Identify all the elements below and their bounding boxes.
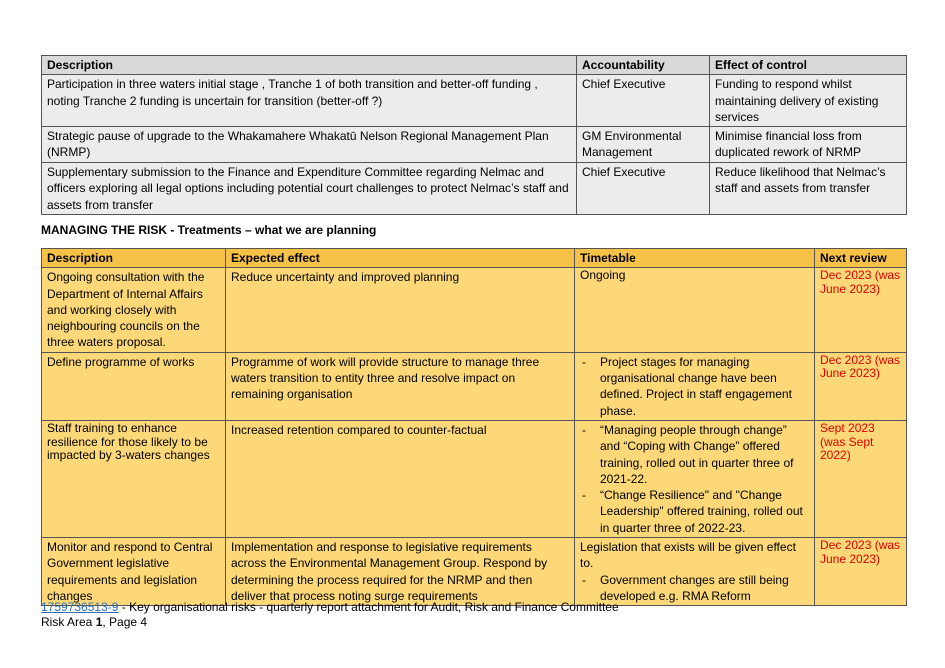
section-heading: MANAGING THE RISK - Treatments – what we are planning bbox=[41, 223, 377, 237]
timetable-list bbox=[580, 354, 809, 419]
table-header-row bbox=[42, 249, 907, 268]
cell-description: Supplementary submission to the Finance and Expenditure Committee regarding Nelmac and officers exploring all legal options including potential court challenges to protect Nelmac’s staff and assets from transfer bbox=[42, 163, 577, 215]
risk-area-label: Risk Area bbox=[41, 615, 96, 629]
cell-accountability: Chief Executive bbox=[577, 163, 710, 215]
cell-expected-effect: Implementation and response to legislative requirements across the Environmental Management Group. Respond by determining the process required for the NRMP and then deliver that process noting surge requirements bbox=[226, 538, 575, 606]
cell-expected-effect: Increased retention compared to counter-factual bbox=[226, 420, 575, 537]
cell-description: Define programme of works bbox=[42, 352, 226, 420]
column-header-expected-effect: Expected effect bbox=[226, 249, 575, 268]
timetable-item: - Project stages for managing organisational change have been defined. Project in staff engagement phase. bbox=[580, 354, 809, 419]
table-header-row bbox=[42, 56, 907, 75]
table-row bbox=[42, 163, 907, 215]
cell-next-review: Dec 2023 (was June 2023) bbox=[815, 268, 907, 352]
cell-timetable bbox=[575, 268, 815, 352]
cell-effect: Reduce likelihood that Nelmac’s staff and assets from transfer bbox=[710, 163, 907, 215]
document-link[interactable]: 1759736513-9 bbox=[41, 600, 119, 614]
table-row bbox=[42, 352, 907, 420]
cell-timetable bbox=[575, 420, 815, 537]
timetable-item: - Government changes are still being developed e.g. RMA Reform bbox=[580, 572, 809, 605]
cell-accountability: Chief Executive bbox=[577, 75, 710, 127]
table-row bbox=[42, 538, 907, 606]
column-header-description: Description bbox=[42, 56, 577, 75]
cell-description: Participation in three waters initial stage , Tranche 1 of both transition and better-off funding , noting Tranche 2 funding is uncertain for transition (better-off ?) bbox=[42, 75, 577, 127]
table-row bbox=[42, 420, 907, 537]
timetable-text: Ongoing bbox=[580, 268, 626, 283]
column-header-next-review: Next review bbox=[815, 249, 907, 268]
cell-next-review: Sept 2023 (was Sept 2022) bbox=[815, 420, 907, 537]
cell-next-review: Dec 2023 (was June 2023) bbox=[815, 538, 907, 606]
cell-description: Strategic pause of upgrade to the Whakamahere Whakatū Nelson Regional Management Plan (NRMP) bbox=[42, 127, 577, 163]
cell-effect: Minimise financial loss from duplicated rework of NRMP bbox=[710, 127, 907, 163]
cell-expected-effect: Programme of work will provide structure to manage three waters transition to entity three and resolve impact on remaining organisation bbox=[226, 352, 575, 420]
risk-area-number: 1 bbox=[95, 615, 103, 629]
document-title: - Key organisational risks - quarterly report attachment for Audit, Risk and Finance Committee bbox=[118, 600, 619, 614]
table-row bbox=[42, 268, 907, 352]
cell-description: Ongoing consultation with the Department of Internal Affairs and working closely with neighbouring councils on the three waters proposal. bbox=[42, 268, 226, 352]
footer-document-line bbox=[41, 600, 619, 615]
footer-page-line bbox=[41, 615, 619, 630]
cell-timetable bbox=[575, 538, 815, 606]
column-header-description: Description bbox=[42, 249, 226, 268]
cell-description: Monitor and respond to Central Government legislative requirements and legislation changes bbox=[42, 538, 226, 606]
treatments-table bbox=[41, 248, 907, 606]
cell-timetable bbox=[575, 352, 815, 420]
page-number: , Page 4 bbox=[102, 615, 148, 629]
timetable-item: - “Managing people through change” and “Coping with Change” offered training, rolled out in quarter three of 2021-22. bbox=[580, 422, 809, 487]
controls-table bbox=[41, 55, 907, 215]
cell-accountability: GM Environmental Management bbox=[577, 127, 710, 163]
timetable-list bbox=[580, 422, 809, 536]
cell-expected-effect: Reduce uncertainty and improved planning bbox=[226, 268, 575, 352]
timetable-item: - “Change Resilience" and "Change Leadership" offered training, rolled out in quarter three of 2022-23. bbox=[580, 487, 809, 536]
column-header-accountability: Accountability bbox=[577, 56, 710, 75]
cell-next-review: Dec 2023 (was June 2023) bbox=[815, 352, 907, 420]
cell-description: Staff training to enhance resilience for those likely to be impacted by 3-waters changes bbox=[42, 420, 226, 537]
page-footer bbox=[41, 600, 619, 630]
table-row bbox=[42, 75, 907, 127]
column-header-timetable: Timetable bbox=[575, 249, 815, 268]
table-row bbox=[42, 127, 907, 163]
cell-effect: Funding to respond whilst maintaining delivery of existing services bbox=[710, 75, 907, 127]
column-header-effect: Effect of control bbox=[710, 56, 907, 75]
timetable-text: Legislation that exists will be given effect to. bbox=[580, 540, 796, 571]
